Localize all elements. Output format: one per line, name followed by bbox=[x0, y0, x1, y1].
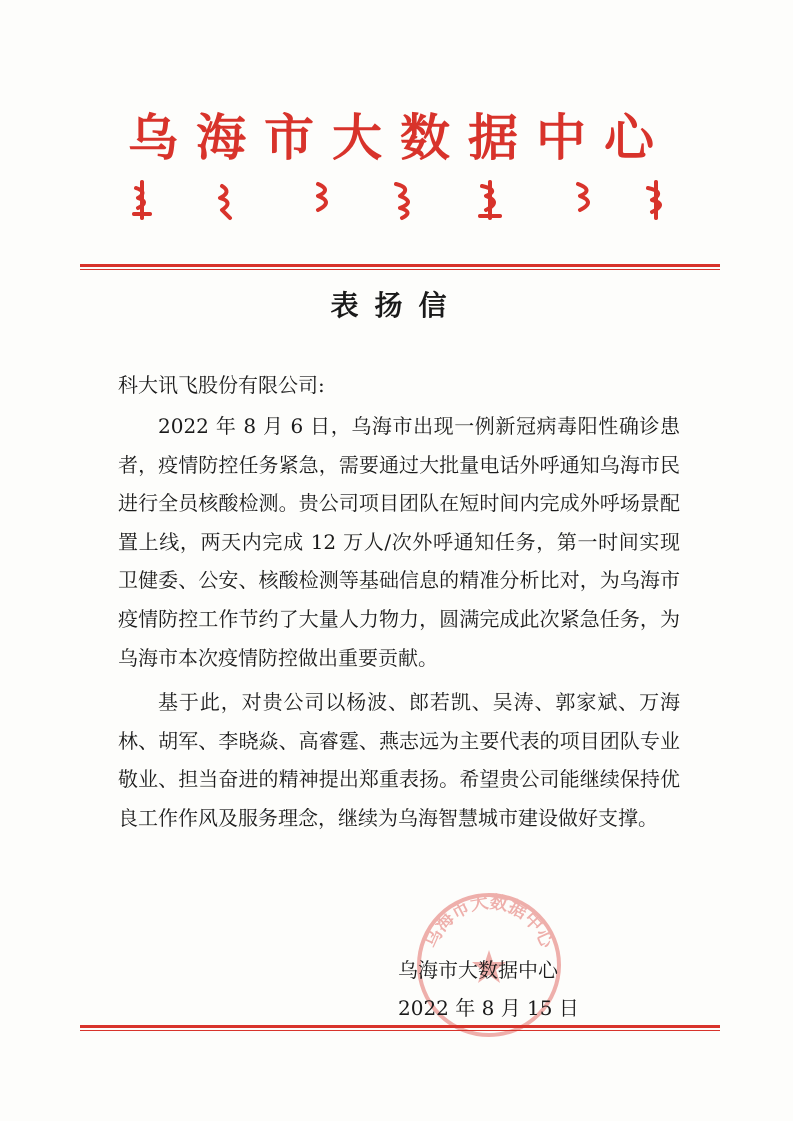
body-paragraph: 2022 年 8 月 6 日，乌海市出现一例新冠病毒阳性确诊患者，疫情防控任务紧急，需要通过大批量电话外呼通知乌海市民进行全员核酸检测。贵公司项目团队在短时间内完成外呼场景配置上线，两天内完成 12 万人/次外呼通知任务，第一时间实现卫健委、公安、核酸检测等基础信息的精准分析比对，为乌海市疫情防控工作节约了大量人力物力，圆满完成此次紧急任务，为乌海市本次疫情防控做出重要贡献。 bbox=[118, 414, 680, 670]
body-paragraph: 基于此，对贵公司以杨波、郎若凯、吴涛、郭家斌、万海林、胡军、李晓焱、高睿霆、燕志远为主要代表的项目团队专业敬业、担当奋进的精神提出郑重表扬。希望贵公司能继续保持优良工作作风及服务理念，继续为乌海智慧城市建设做好支撑。 bbox=[118, 690, 680, 830]
svg-text:乌海市大数据中心 bbox=[420, 891, 558, 952]
salutation: 科大讯飞股份有限公司: bbox=[118, 373, 325, 397]
header-divider-rule bbox=[80, 264, 720, 270]
mongolian-script-graphic bbox=[120, 178, 680, 222]
letter-body bbox=[118, 407, 680, 844]
signature-date: 2022 年 8 月 15 日 bbox=[398, 996, 579, 1020]
letterhead-mongolian-script bbox=[120, 178, 680, 222]
signature-org: 乌海市大数据中心 bbox=[398, 958, 558, 982]
letterhead-org-name: 乌海市大数据中心 bbox=[128, 108, 672, 167]
seal-text: 乌海市大数据中心 bbox=[420, 891, 558, 952]
footer-divider-rule bbox=[80, 1025, 720, 1031]
document-title: 表扬信 bbox=[330, 289, 463, 322]
